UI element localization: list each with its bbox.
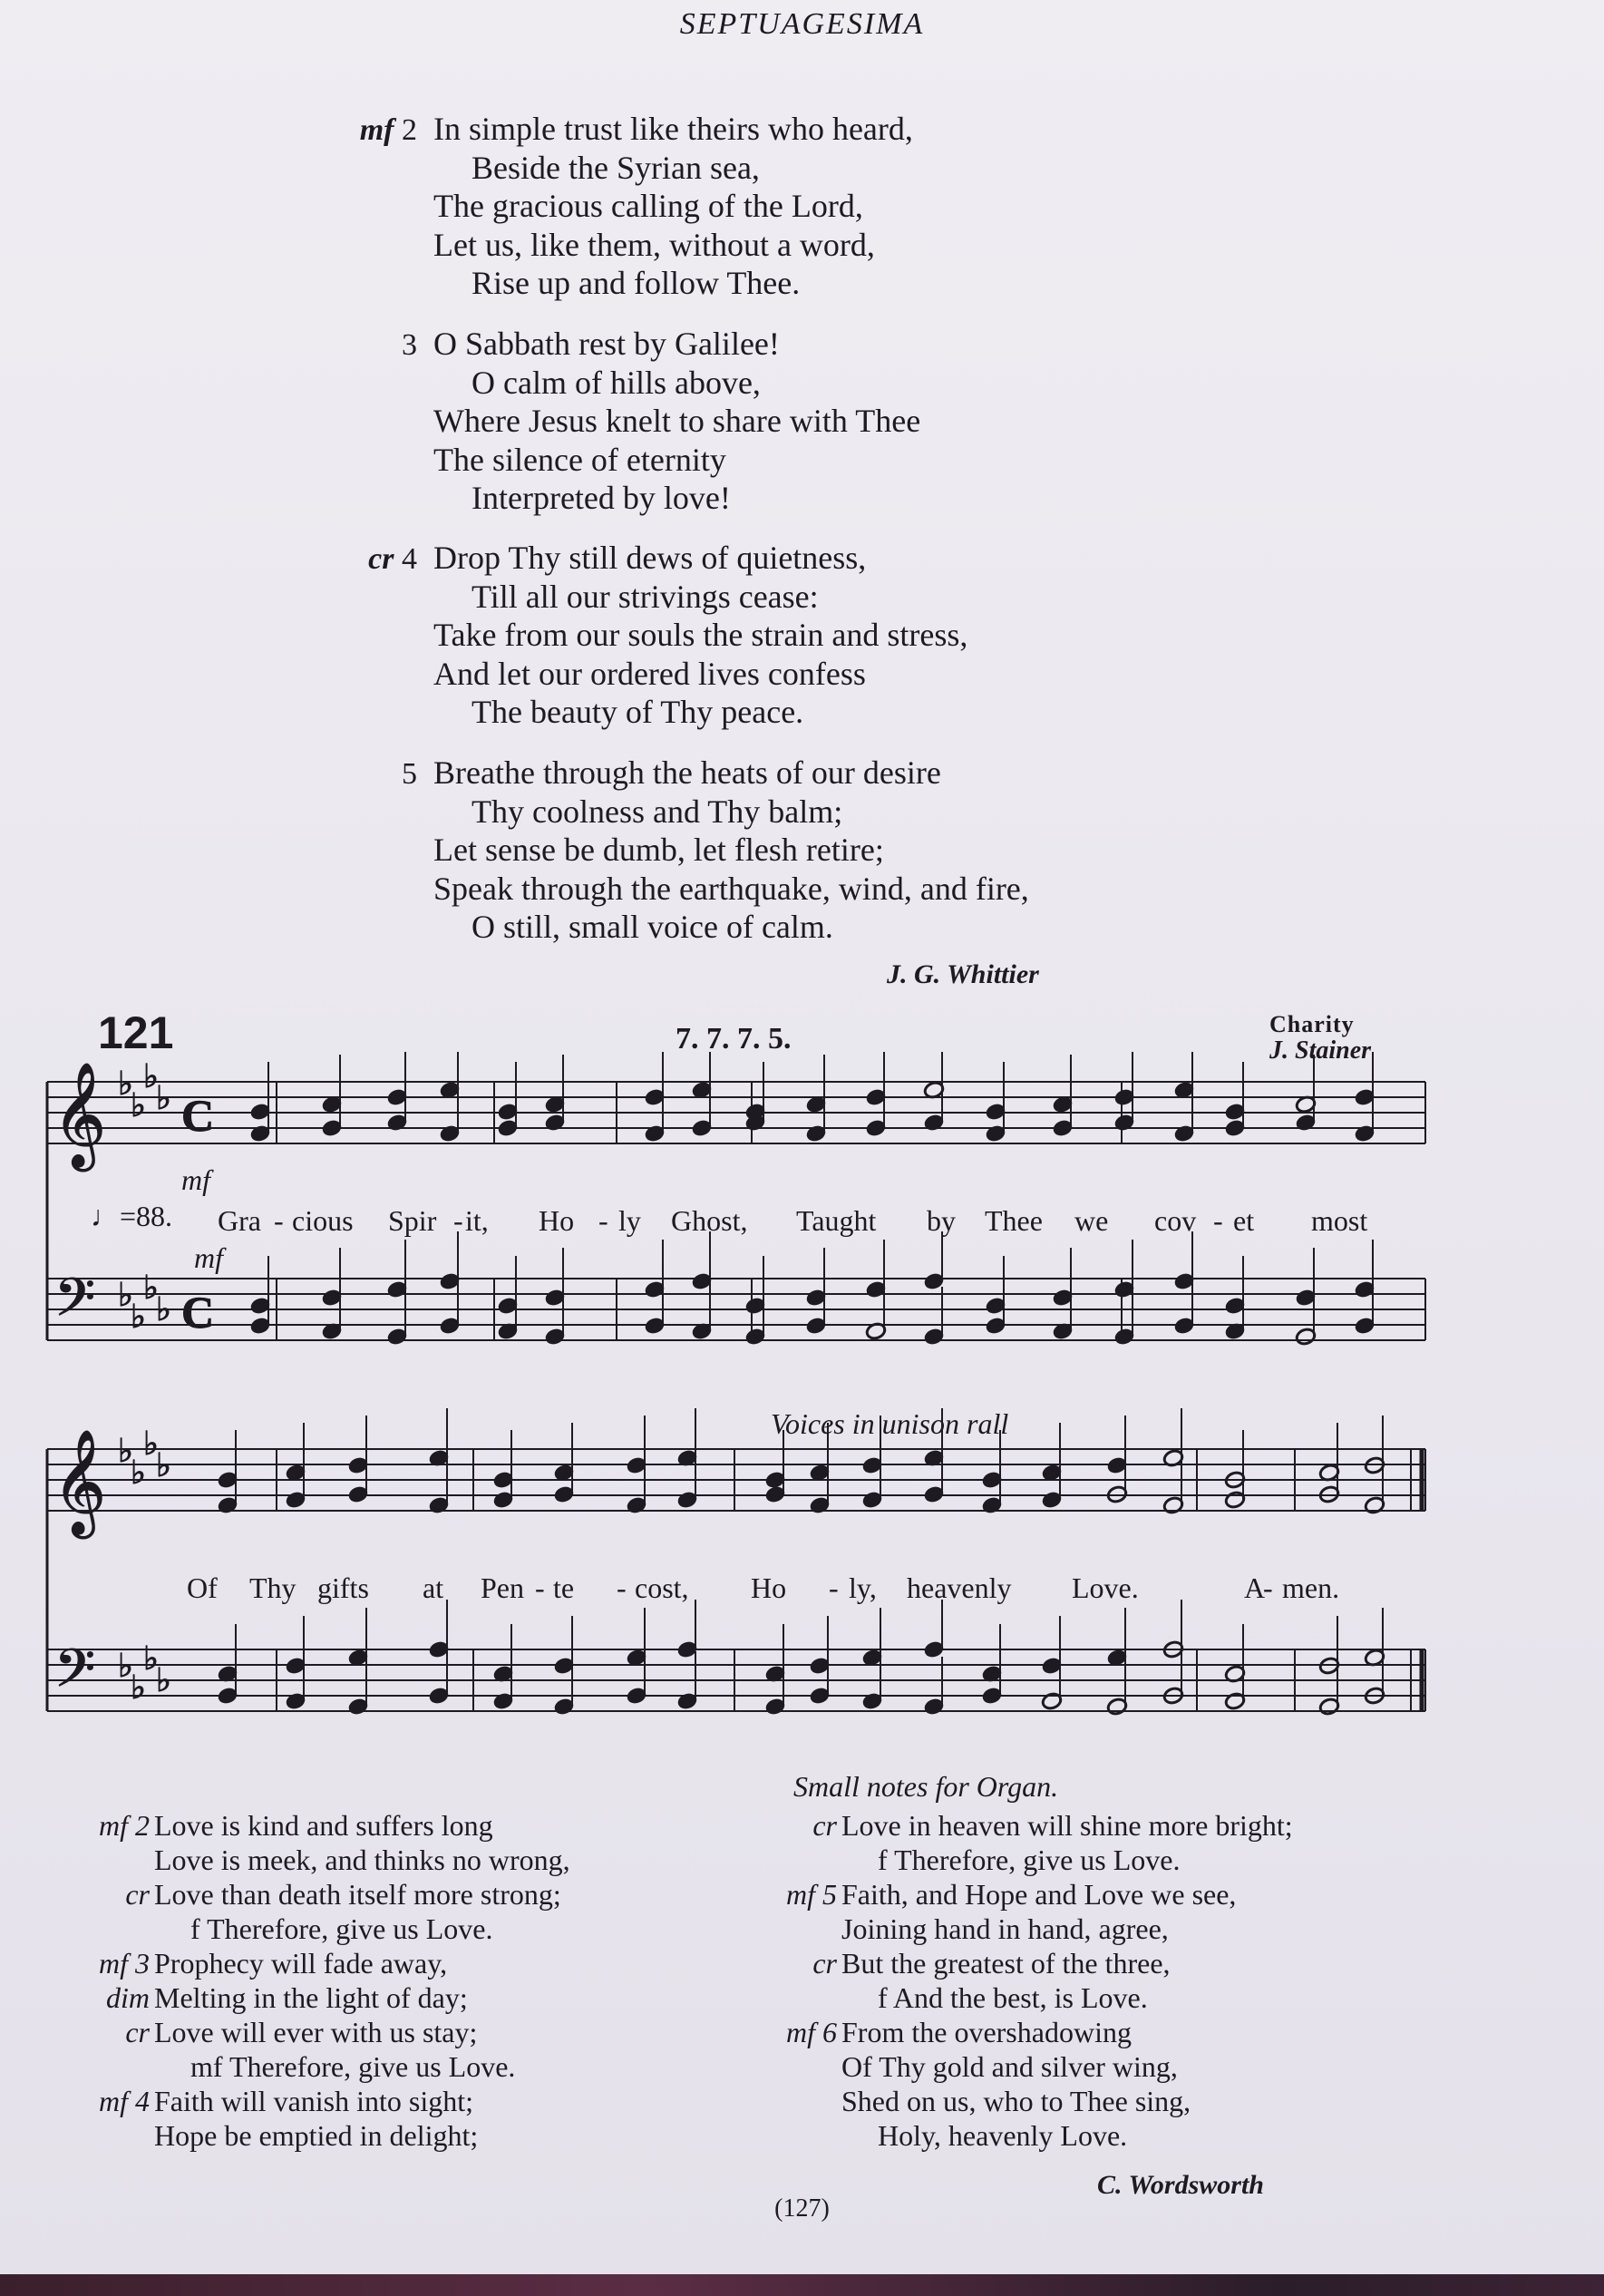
dynamic-mf-treble: mf [181,1163,210,1196]
verse-row [63,2084,570,2118]
verse-line: Love than death itself more strong; [154,1878,561,1911]
verse-line: Joining hand in hand, agree, [841,1912,1169,1945]
verse-line: From the overshadowing [841,2016,1132,2048]
flat-icon: ♭ [118,1277,133,1313]
verse-row [751,1980,1293,2015]
treble-clef-icon: 𝄞 [53,1061,107,1167]
verse-line: f Therefore, give us Love. [190,1912,493,1945]
lyric-syllable: Ho [539,1204,575,1237]
composer: J. Stainer [1269,1036,1372,1065]
dynamic-mark: cr [125,1878,150,1911]
verse-line: Till all our strivings cease: [471,578,819,615]
verse-line: Love will ever with us stay; [154,2016,478,2048]
verse-line: Prophecy will fade away, [154,1947,448,1980]
verse-row [751,2118,1293,2153]
flat-icon: ♭ [143,1640,159,1677]
lyric-syllable: A [1244,1571,1266,1604]
dynamic-mark: mf 2 [99,1809,150,1842]
lyric-syllable: te [553,1571,575,1604]
flat-icon: ♭ [143,1425,159,1462]
verse-number [317,757,417,792]
verse-line: Drop Thy still dews of quietness, [433,540,867,576]
verse-line: Where Jesus knelt to share with Thee [433,403,921,439]
dynamic-mark: mf 4 [99,2085,150,2117]
verse-line: Rise up and follow Thee. [471,265,801,301]
lyric-syllable: Ghost, [671,1204,748,1237]
verse-num: 2 [402,113,417,147]
lyric-syllable: Of [187,1571,218,1604]
unison-rall-annotation: Voices in unison rall [771,1407,1009,1440]
verse-line: Breathe through the heats of our desire [433,754,941,791]
flat-icon: ♭ [156,1662,171,1698]
lyric-syllable: Thee [985,1204,1043,1237]
lyric-syllable: - [535,1571,545,1604]
flat-icon: ♭ [156,1080,171,1116]
verse-text [433,539,967,732]
verse-row [63,1843,570,1877]
dynamic-mark: mf 6 [786,2016,837,2048]
verse-row [63,1980,570,2015]
verse-row [751,2049,1293,2084]
lyric-syllable: Spir [388,1204,437,1237]
verse-number [317,542,417,577]
flat-icon: ♭ [156,1447,171,1484]
flat-icon: ♭ [131,1087,146,1124]
lyric-syllable: et [1233,1204,1255,1237]
verse-row [63,1808,570,1843]
verse-text [433,325,920,518]
verse-line: The silence of eternity [433,441,726,478]
page-bottom-edge [0,2274,1604,2296]
lyric-syllable: Thy [249,1571,296,1604]
lyric-syllable: - [453,1204,463,1237]
lyric-syllable: cious [292,1204,354,1237]
lyric-syllable: - [274,1204,284,1237]
lyric-syllable: by [927,1204,956,1237]
verse-line: In simple trust like theirs who heard, [433,111,913,147]
hymn-120-author: J. G. Whittier [887,959,1039,989]
lyric-syllable: Taught [796,1204,877,1237]
verse-line: Interpreted by love! [471,480,731,516]
flat-icon: ♭ [143,1058,159,1094]
lyric-syllable: heavenly [907,1571,1012,1604]
verse-line: mf Therefore, give us Love. [190,2050,516,2083]
verse-line: Hope be emptied in delight; [154,2119,479,2152]
verse-num: 4 [402,542,417,576]
verse-line: f Therefore, give us Love. [878,1844,1181,1876]
verse-row [751,2015,1293,2049]
flat-icon: ♭ [118,1065,133,1102]
verse-line: But the greatest of the three, [841,1947,1171,1980]
verse-row [751,2084,1293,2118]
hymn-number: 121 [98,1007,174,1058]
flat-icon: ♭ [143,1270,159,1306]
lyric-syllable: ly, [849,1571,877,1604]
page-number: (127) [774,2194,830,2223]
verse-num: 3 [402,328,417,362]
verse-line: Faith will vanish into sight; [154,2085,474,2117]
lyric-syllable: Pen [481,1571,524,1604]
verse-row [63,2015,570,2049]
flat-icon: ♭ [131,1669,146,1706]
lyric-syllable: it, [465,1204,489,1237]
dynamic-mark: cr [125,2016,150,2048]
tempo-mark: ♩=88. [91,1200,173,1232]
flat-icon: ♭ [118,1648,133,1684]
lyric-syllable: - [598,1204,608,1237]
lyric-syllable: Ho [751,1571,787,1604]
verse-line: Holy, heavenly Love. [878,2119,1128,2152]
verse-num: 5 [402,757,417,791]
flat-icon: ♭ [118,1433,133,1469]
verse-row [63,1946,570,1980]
verse-line: Shed on us, who to Thee sing, [841,2085,1191,2117]
flat-icon: ♭ [156,1291,171,1328]
verse-line: Love is meek, and thinks no wrong, [154,1844,570,1876]
hymn-meter: 7. 7. 7. 5. [676,1022,792,1056]
verse-line: Let us, like them, without a word, [433,226,875,263]
verse-text [433,110,913,303]
verse-line: f And the best, is Love. [878,1981,1148,2014]
lyric-syllable: at [423,1571,444,1604]
page-header: SEPTUAGESIMA [679,7,925,41]
bass-staff-2 [47,1649,1425,1711]
hymn-121-author: C. Wordsworth [1097,2170,1264,2200]
hymn-121-verses-right [751,1808,1293,2153]
tune-name: Charity [1269,1011,1355,1037]
verse-line: Thy coolness and Thy balm; [471,793,843,830]
lyric-syllable: Love. [1072,1571,1139,1604]
dynamic-mark: cr [812,1809,837,1842]
verse-line: Melting in the light of day; [154,1981,468,2014]
flat-icon: ♭ [131,1299,146,1335]
verse-row [63,1877,570,1912]
verse-line: Beside the Syrian sea, [471,149,760,186]
verse-line: Take from our souls the strain and stress, [433,617,968,653]
verse-number [317,113,417,148]
verse-number [317,328,417,363]
verse-row [751,1946,1293,1980]
verse-line: Let sense be dumb, let flesh retire; [433,832,884,868]
dynamic-mark: mf 3 [99,1947,150,1980]
dynamic-mark: cr [812,1947,837,1980]
lyric-syllable: - [829,1571,839,1604]
verse-line: O still, small voice of calm. [471,909,833,945]
lyric-syllable: - [617,1571,627,1604]
common-time-icon: C [181,1287,215,1338]
small-notes-caption: Small notes for Organ. [793,1770,1059,1803]
verse-line: Faith, and Hope and Love we see, [841,1878,1237,1911]
verse-text [433,754,1029,947]
dynamic-mark: mf 5 [786,1878,837,1911]
treble-staff-2 [47,1449,1425,1511]
dynamic-mf-bass: mf [194,1241,223,1274]
verse-row [751,1843,1293,1877]
verse-line: O calm of hills above, [471,364,761,401]
verse-row [751,1877,1293,1912]
dynamic-mark: cr [368,542,402,576]
lyric-syllable: most [1311,1204,1368,1237]
verse-line: Of Thy gold and silver wing, [841,2050,1178,2083]
verse-row [63,2049,570,2084]
verse-line: O Sabbath rest by Galilee! [433,326,780,362]
verse-row [751,1912,1293,1946]
dynamic-mark: mf [359,113,402,147]
lyric-syllable: ly [618,1204,641,1237]
treble-clef-icon: 𝄞 [53,1428,107,1534]
lyric-syllable: gifts [317,1571,369,1604]
lyric-syllable: - [1213,1204,1223,1237]
verse-line: Love in heaven will shine more bright; [841,1809,1293,1842]
lyric-syllable: we [1074,1204,1109,1237]
common-time-icon: C [181,1090,215,1141]
verse-line: Love is kind and suffers long [154,1809,493,1842]
quarter-note-icon: ♩ [91,1200,120,1232]
verse-line: Speak through the earthquake, wind, and fire, [433,870,1029,907]
verse-row [63,2118,570,2153]
verse-line: The gracious calling of the Lord, [433,188,863,224]
lyric-syllable: cov [1154,1204,1197,1237]
verse-line: The beauty of Thy peace. [471,694,804,730]
lyric-syllable: cost, [635,1571,689,1604]
flat-icon: ♭ [131,1454,146,1491]
verse-row [751,1808,1293,1843]
bass-clef-icon: 𝄢 [54,1638,96,1712]
bass-clef-icon: 𝄢 [54,1267,96,1341]
lyric-syllable: men. [1282,1571,1340,1604]
dynamic-mark: dim [106,1981,150,2014]
verse-row [63,1912,570,1946]
lyric-syllable: Gra [218,1204,261,1237]
verse-line: And let our ordered lives confess [433,655,866,692]
hymn-121-verses-left [63,1808,570,2153]
lyric-syllable: - [1263,1571,1273,1604]
